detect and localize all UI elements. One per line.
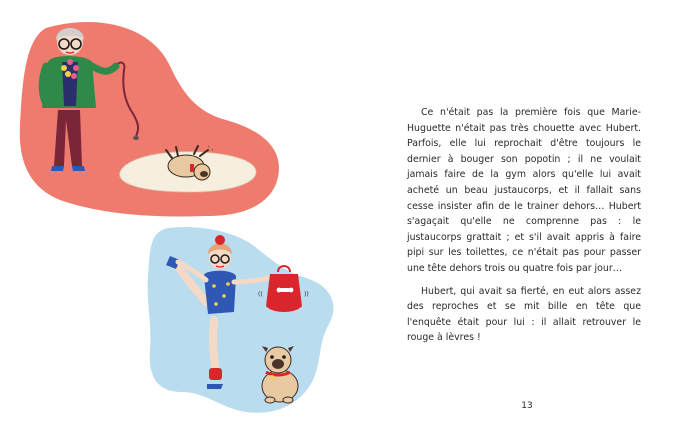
- story-text: [407, 105, 641, 353]
- bottom-illustration: [148, 227, 334, 413]
- paragraph: Ce n'était pas la première fois que Marie-Huguette n'était pas très chouette avec Hubert. Parfois, elle lui reprochait d'être toujours le dernier à bouger son popotin ; il ne voulait jamais faire de la gym alors qu'elle lui avait acheté un beau justaucorps, et il fallait sans cesse insister afin de le trainer dehors… Hubert s'agaçait qu'elle ne comprenne pas : le justaucorps grattait ; et s'il avait appris à faire pipi sur les toilettes, ce n'était pas pour passer une tête dehors trois ou quatre fois par jour…: [407, 107, 641, 274]
- svg-text:' ,: ' ,: [208, 145, 214, 152]
- svg-text:)): )): [304, 291, 309, 298]
- paragraph: Hubert, qui avait sa fierté, en eut alors assez des reproches et se mit bille en tête que l'enquête était pour lui : il allait retrouver le rouge à lèvres !: [407, 285, 641, 344]
- top-illustration: [20, 22, 279, 216]
- blue-background-blob: [148, 227, 334, 413]
- svg-text:((: ((: [258, 291, 263, 298]
- page-number: 13: [521, 401, 533, 411]
